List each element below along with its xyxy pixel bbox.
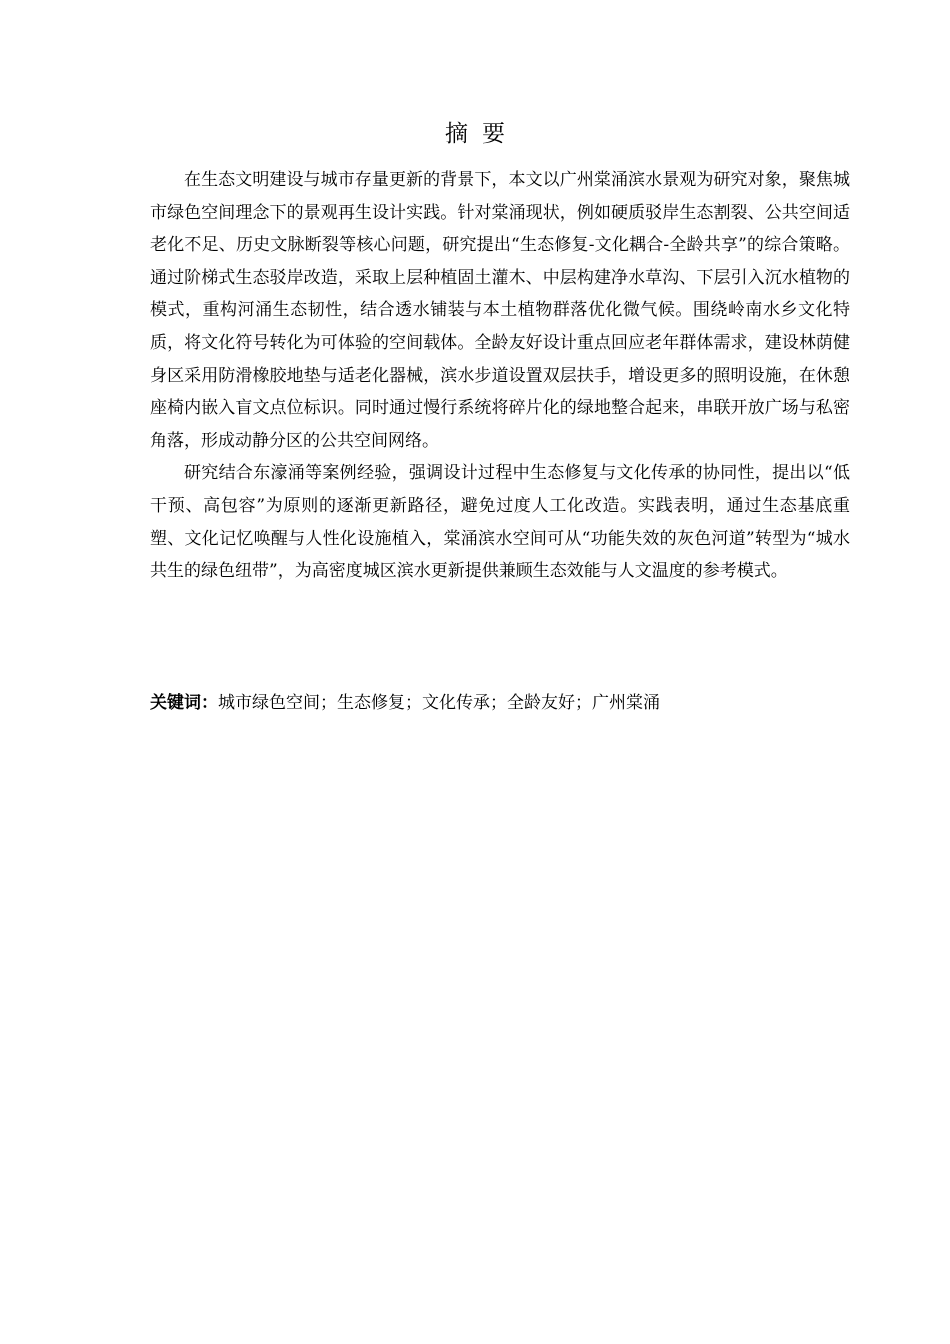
abstract-body	[150, 164, 850, 588]
abstract-paragraph-1: 在生态文明建设与城市存量更新的背景下，本文以广州棠涌滨水景观为研究对象，聚焦城市绿色空间理念下的景观再生设计实践。针对棠涌现状，例如硬质驳岸生态割裂、公共空间适老化不足、历史文脉断裂等核心问题，研究提出“生态修复-文化耦合-全龄共享”的综合策略。通过阶梯式生态驳岸改造，采取上层种植固土灌木、中层构建净水草沟、下层引入沉水植物的模式，重构河涌生态韧性，结合透水铺装与本土植物群落优化微气候。围绕岭南水乡文化特质，将文化符号转化为可体验的空间载体。全龄友好设计重点回应老年群体需求，建设林荫健身区采用防滑橡胶地垫与适老化器械，滨水步道设置双层扶手，增设更多的照明设施，在休憩座椅内嵌入盲文点位标识。同时通过慢行系统将碎片化的绿地整合起来，串联开放广场与私密角落，形成动静分区的公共空间网络。	[150, 170, 850, 451]
keywords-label: 关键词：	[150, 693, 218, 713]
abstract-paragraph-2: 研究结合东濠涌等案例经验，强调设计过程中生态修复与文化传承的协同性，提出以“低干预、高包容”为原则的逐渐更新路径，避免过度人工化改造。实践表明，通过生态基底重塑、文化记忆唤醒与人性化设施植入，棠涌滨水空间可从“功能失效的灰色河道”转型为“城水共生的绿色纽带”，为高密度城区滨水更新提供兼顾生态效能与人文温度的参考模式。	[150, 463, 850, 582]
keywords-line	[150, 688, 850, 718]
abstract-title: 摘要	[445, 121, 519, 147]
keywords-text: 城市绿色空间；生态修复；文化传承；全龄友好；广州棠涌	[218, 693, 660, 713]
